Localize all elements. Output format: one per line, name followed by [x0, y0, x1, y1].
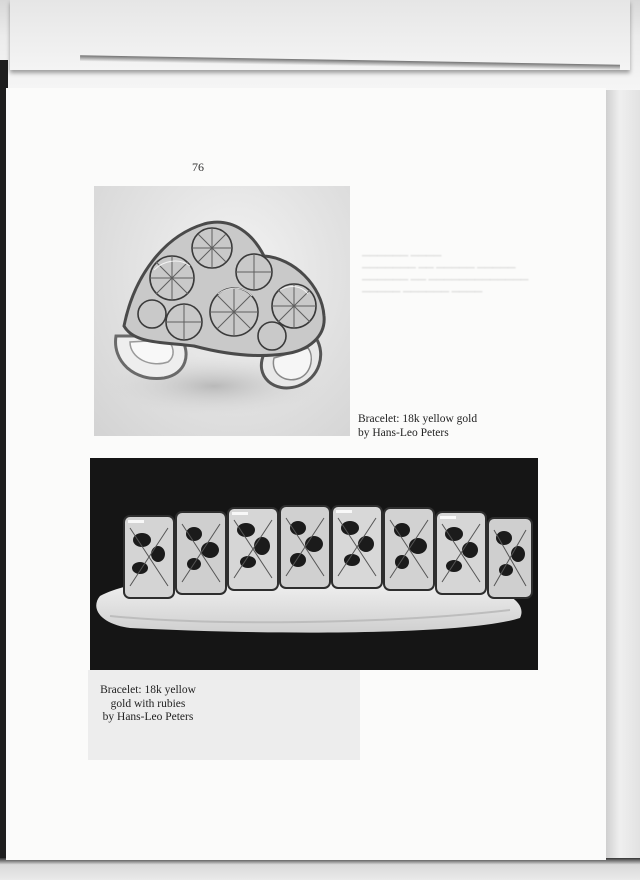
next-page-edge	[606, 90, 640, 860]
scanner-top-strip	[0, 0, 640, 92]
bracelet-photo-links	[90, 458, 538, 670]
cuff-bracelet-illustration	[94, 186, 350, 436]
scanner-bottom-edge	[0, 858, 640, 880]
page-number: 76	[192, 160, 204, 174]
caption-link-bracelet	[88, 684, 208, 725]
caption-cuff-bracelet	[358, 412, 518, 440]
caption-line: Bracelet: 18k yellow	[100, 684, 196, 696]
bracelet-photo-cuff	[94, 186, 350, 436]
caption-line: gold with rubies	[110, 697, 186, 710]
link-bracelet-illustration	[90, 458, 538, 670]
caption-line: by Hans-Leo Peters	[102, 711, 194, 723]
caption-line: Bracelet: 18k yellow gold	[358, 413, 478, 425]
caption-line: by Hans-Leo Peters	[358, 427, 449, 439]
book-page	[6, 88, 606, 860]
bleed-through-text: ▁▁▁▁▁▁ ▁▁▁▁ ▁▁▁▁▁▁▁ ▁▁ ▁▁▁▁▁ ▁▁▁▁▁ ▁▁▁▁▁▁ ▁▁ ▁▁▁▁▁▁▁▁▁▁▁▁▁ ▁▁▁▁▁ ▁▁▁▁▁▁ ▁▁▁▁	[362, 246, 529, 293]
